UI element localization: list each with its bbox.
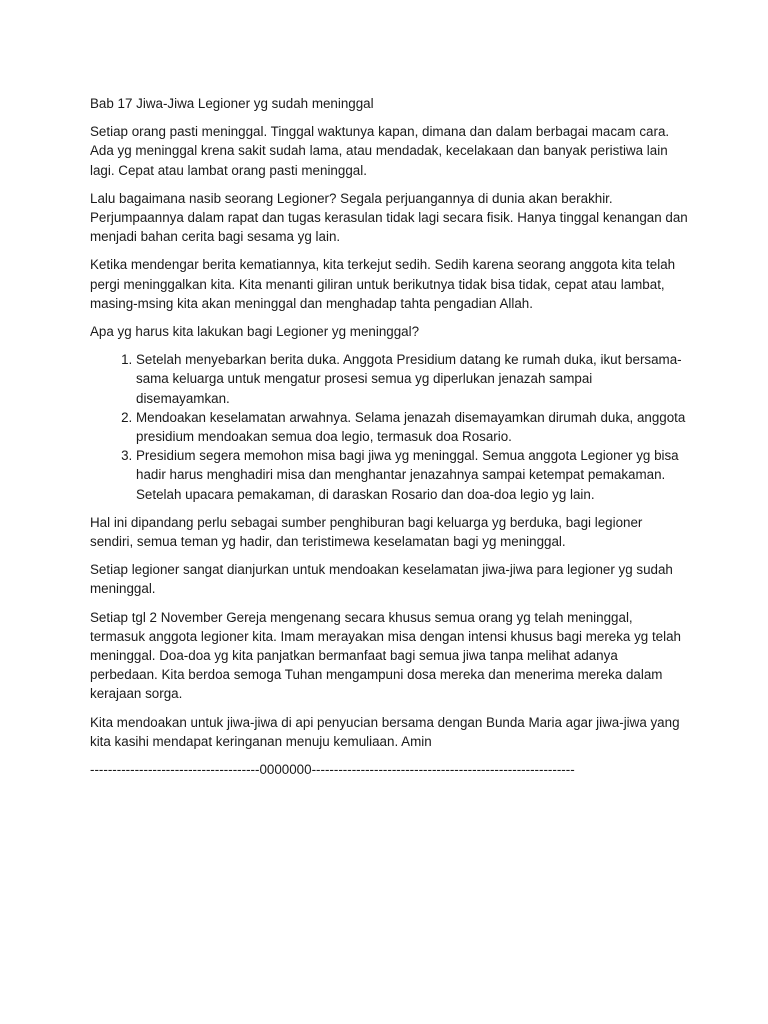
document-title: Bab 17 Jiwa-Jiwa Legioner yg sudah meninggal [90,96,374,111]
paragraph: Setiap tgl 2 November Gereja mengenang secara khusus semua orang yg telah meninggal, termasuk anggota legioner kita. Imam merayakan misa dengan intensi khusus bagi mereka yg telah meninggal. Doa-doa yg kita panjatkan bermanfaat bagi semua jiwa tanpa melihat adanya perbedaan. Kita berdoa semoga Tuhan mengampuni dosa mereka dan menerima mereka dalam kerajaan sorga. [90,609,681,702]
paragraph: Kita mendoakan untuk jiwa-jiwa di api penyucian bersama dengan Bunda Maria agar jiwa-jiwa yang kita kasihi mendapat keringanan menuju kemuliaan. Amin [90,714,680,749]
paragraph: Ketika mendengar berita kematiannya, kita terkejut sedih. Sedih karena seorang anggota kita telah pergi meninggalkan kita. Kita menanti giliran untuk berikutnya tidak bisa tidak, cepat atau lambat, masing-msing kita akan meninggal dan menghadap tahta pengadian Allah. [90,257,676,311]
list-item: 1. Setelah menyebarkan berita duka. Anggota Presidium datang ke rumah duka, ikut bersama-sama keluarga untuk mengatur prosesi semua yg diperlukan jenazah sampai disemayamkan. [136,350,688,408]
paragraph: Hal ini dipandang perlu sebagai sumber penghiburan bagi keluarga yg berduka, bagi legioner sendiri, semua teman yg hadir, dan teristimewa keselamatan bagi yg meninggal. [90,514,643,550]
paragraph: Apa yg harus kita lakukan bagi Legioner yg meninggal? [90,324,420,340]
paragraph: Setiap legioner sangat dianjurkan untuk mendoakan keselamatan jiwa-jiwa para legioner yg sudah meninggal. [90,562,673,597]
paragraph: Setiap orang pasti meninggal. Tinggal waktunya kapan, dimana dan dalam berbagai macam cara. Ada yg meninggal krena sakit sudah lama, atau mendadak, kecelakaan dan banyak peristiwa lain lagi. Cepat atau lambat orang pasti meninggal. [90,124,670,178]
separator-line: --------------------------------------0000000----------------------------------------------------------- [90,762,575,778]
numbered-list [90,350,688,504]
paragraph: Lalu bagaimana nasib seorang Legioner? Segala perjuangannya di dunia akan berakhir. Perjumpaannya dalam rapat dan tugas kerasulan tidak lagi secara fisik. Hanya tinggal kenangan dan menjadi bahan cerita bagi sesama yg lain. [90,190,688,245]
list-item: 3. Presidium segera memohon misa bagi jiwa yg meninggal. Semua anggota Legioner yg bisa hadir harus menghadiri misa dan menghantar jenazahnya sampai ketempat pemakaman. Setelah upacara pemakaman, di daraskan Rosario dan doa-doa legio yg lain. [136,446,688,504]
list-item: 2. Mendoakan keselamatan arwahnya. Selama jenazah disemayamkan dirumah duka, anggota presidium mendoakan semua doa legio, termasuk doa Rosario. [136,408,688,446]
